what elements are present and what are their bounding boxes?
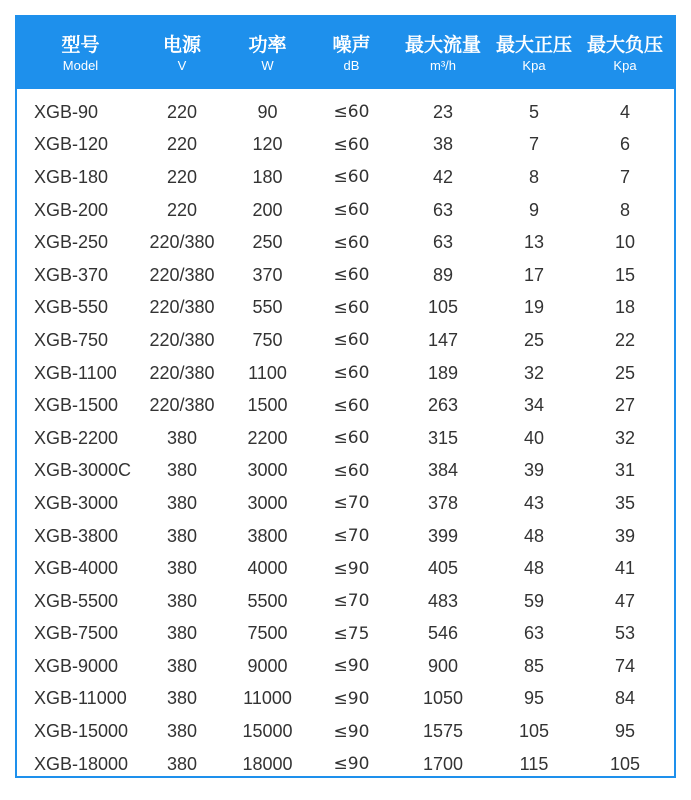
header-unit: W bbox=[261, 57, 274, 73]
header-label: 功率 bbox=[248, 33, 287, 56]
cell-model: XGB-4000 bbox=[34, 558, 119, 579]
table-row bbox=[17, 357, 674, 390]
cell-max-positive-pressure: 48 bbox=[523, 525, 545, 546]
cell-power: 250 bbox=[252, 232, 283, 253]
cell-power: 3800 bbox=[247, 525, 288, 546]
header-noise bbox=[309, 17, 394, 89]
header-model bbox=[17, 17, 138, 89]
cell-power: 370 bbox=[252, 264, 283, 285]
table-row bbox=[17, 324, 674, 357]
cell-max-positive-pressure: 19 bbox=[523, 297, 545, 318]
cell-model: XGB-250 bbox=[34, 232, 109, 253]
cell-max-negative-pressure: 41 bbox=[614, 558, 636, 579]
cell-max-negative-pressure: 25 bbox=[614, 362, 636, 383]
cell-max-positive-pressure: 59 bbox=[523, 590, 545, 611]
cell-max-flow: 42 bbox=[432, 166, 454, 187]
cell-voltage: 220/380 bbox=[149, 329, 215, 350]
table-row bbox=[17, 715, 674, 748]
table-row bbox=[17, 259, 674, 292]
cell-noise: ≤60 bbox=[333, 460, 370, 481]
cell-max-positive-pressure: 43 bbox=[523, 492, 545, 513]
cell-model: XGB-180 bbox=[34, 166, 109, 187]
cell-max-flow: 63 bbox=[432, 199, 454, 220]
cell-max-negative-pressure: 8 bbox=[619, 199, 630, 220]
cell-max-flow: 1700 bbox=[422, 753, 464, 774]
table-row bbox=[17, 161, 674, 194]
cell-power: 1500 bbox=[247, 395, 288, 416]
cell-noise: ≤60 bbox=[333, 265, 370, 286]
cell-model: XGB-2200 bbox=[34, 427, 119, 448]
cell-voltage: 220/380 bbox=[149, 395, 215, 416]
cell-max-positive-pressure: 85 bbox=[523, 655, 545, 676]
header-label: 最大正压 bbox=[495, 33, 572, 56]
cell-model: XGB-3800 bbox=[34, 525, 119, 546]
spec-table bbox=[15, 15, 676, 778]
table-row bbox=[17, 650, 674, 683]
header-label: 型号 bbox=[61, 33, 100, 56]
cell-noise: ≤60 bbox=[333, 330, 370, 351]
cell-power: 750 bbox=[252, 329, 283, 350]
cell-max-positive-pressure: 32 bbox=[523, 362, 545, 383]
header-unit: dB bbox=[343, 57, 360, 73]
cell-max-flow: 89 bbox=[432, 264, 454, 285]
cell-voltage: 220 bbox=[166, 166, 198, 187]
cell-model: XGB-5500 bbox=[34, 590, 119, 611]
cell-max-flow: 405 bbox=[427, 558, 459, 579]
cell-noise: ≤70 bbox=[333, 493, 370, 514]
cell-max-negative-pressure: 53 bbox=[614, 623, 636, 644]
cell-max-positive-pressure: 25 bbox=[523, 329, 545, 350]
header-label: 最大流量 bbox=[404, 33, 481, 56]
cell-noise: ≤60 bbox=[333, 395, 370, 416]
cell-voltage: 380 bbox=[166, 492, 198, 513]
table-row bbox=[17, 585, 674, 618]
cell-max-positive-pressure: 115 bbox=[519, 753, 549, 774]
header-power bbox=[226, 17, 309, 89]
cell-max-positive-pressure: 7 bbox=[528, 134, 539, 155]
cell-power: 3000 bbox=[247, 460, 288, 481]
header-max-flow bbox=[394, 17, 492, 89]
table-row bbox=[17, 683, 674, 716]
cell-max-flow: 900 bbox=[427, 655, 459, 676]
cell-voltage: 380 bbox=[166, 590, 198, 611]
header-unit: V bbox=[177, 57, 187, 73]
cell-noise: ≤90 bbox=[333, 558, 370, 579]
cell-max-negative-pressure: 84 bbox=[614, 688, 636, 709]
table-row bbox=[17, 618, 674, 651]
cell-max-positive-pressure: 13 bbox=[523, 232, 545, 253]
cell-max-negative-pressure: 74 bbox=[614, 655, 636, 676]
cell-noise: ≤60 bbox=[333, 200, 370, 221]
cell-model: XGB-3000C bbox=[34, 460, 132, 481]
cell-max-positive-pressure: 40 bbox=[523, 427, 545, 448]
cell-max-flow: 1050 bbox=[422, 688, 464, 709]
cell-power: 5500 bbox=[247, 590, 288, 611]
cell-model: XGB-18000 bbox=[34, 753, 129, 774]
cell-model: XGB-15000 bbox=[34, 721, 129, 742]
cell-power: 550 bbox=[252, 297, 283, 318]
cell-model: XGB-120 bbox=[34, 134, 109, 155]
table-row bbox=[17, 487, 674, 520]
cell-max-flow: 189 bbox=[427, 362, 459, 383]
cell-voltage: 380 bbox=[166, 721, 198, 742]
cell-noise: ≤70 bbox=[333, 526, 370, 547]
cell-model: XGB-3000 bbox=[34, 492, 119, 513]
cell-max-positive-pressure: 8 bbox=[528, 166, 539, 187]
cell-power: 9000 bbox=[247, 655, 288, 676]
cell-voltage: 380 bbox=[166, 753, 198, 774]
cell-noise: ≤90 bbox=[333, 754, 370, 775]
cell-voltage: 380 bbox=[166, 558, 198, 579]
header-unit: Kpa bbox=[522, 57, 546, 73]
cell-max-negative-pressure: 35 bbox=[614, 492, 636, 513]
cell-voltage: 380 bbox=[166, 623, 198, 644]
table-row bbox=[17, 455, 674, 488]
header-label: 最大负压 bbox=[586, 33, 663, 56]
cell-voltage: 220 bbox=[166, 101, 198, 122]
table-row bbox=[17, 552, 674, 585]
cell-voltage: 220/380 bbox=[149, 232, 215, 253]
table-row bbox=[17, 194, 674, 227]
cell-model: XGB-750 bbox=[34, 329, 109, 350]
cell-max-negative-pressure: 31 bbox=[614, 460, 636, 481]
cell-power: 7500 bbox=[247, 623, 288, 644]
cell-power: 15000 bbox=[242, 721, 293, 742]
cell-max-positive-pressure: 5 bbox=[528, 101, 539, 122]
cell-model: XGB-550 bbox=[34, 297, 109, 318]
cell-max-flow: 105 bbox=[427, 297, 459, 318]
table-row bbox=[17, 520, 674, 553]
cell-max-positive-pressure: 9 bbox=[528, 199, 539, 220]
cell-max-negative-pressure: 6 bbox=[619, 134, 630, 155]
cell-voltage: 220/380 bbox=[149, 297, 215, 318]
header-unit: Kpa bbox=[613, 57, 637, 73]
cell-power: 90 bbox=[257, 101, 278, 122]
table-row bbox=[17, 422, 674, 455]
cell-max-flow: 38 bbox=[432, 134, 454, 155]
cell-noise: ≤60 bbox=[333, 297, 370, 318]
cell-noise: ≤60 bbox=[333, 428, 370, 449]
cell-power: 11000 bbox=[243, 688, 292, 709]
cell-noise: ≤60 bbox=[333, 134, 370, 155]
table-row bbox=[17, 129, 674, 162]
cell-max-negative-pressure: 10 bbox=[614, 232, 636, 253]
cell-max-positive-pressure: 105 bbox=[518, 721, 550, 742]
cell-power: 1100 bbox=[248, 362, 287, 383]
table-row bbox=[17, 389, 674, 422]
cell-max-flow: 23 bbox=[432, 101, 454, 122]
cell-noise: ≤60 bbox=[333, 167, 370, 188]
cell-model: XGB-370 bbox=[34, 264, 109, 285]
cell-noise: ≤70 bbox=[333, 591, 370, 612]
cell-noise: ≤90 bbox=[333, 656, 370, 677]
cell-power: 2200 bbox=[247, 427, 288, 448]
header-label: 电源 bbox=[162, 33, 201, 56]
cell-max-flow: 546 bbox=[427, 623, 459, 644]
cell-power: 200 bbox=[252, 199, 283, 220]
table-row bbox=[17, 226, 674, 259]
cell-max-negative-pressure: 4 bbox=[619, 101, 630, 122]
cell-max-negative-pressure: 22 bbox=[614, 329, 636, 350]
cell-max-positive-pressure: 63 bbox=[523, 623, 545, 644]
cell-max-flow: 315 bbox=[427, 427, 459, 448]
cell-power: 3000 bbox=[247, 492, 288, 513]
header-voltage bbox=[138, 17, 226, 89]
cell-max-flow: 378 bbox=[427, 492, 459, 513]
cell-voltage: 220 bbox=[166, 199, 198, 220]
cell-model: XGB-1500 bbox=[34, 395, 119, 416]
cell-voltage: 380 bbox=[166, 427, 198, 448]
cell-max-negative-pressure: 95 bbox=[614, 721, 636, 742]
cell-voltage: 220/380 bbox=[149, 362, 215, 383]
cell-max-flow: 384 bbox=[427, 460, 459, 481]
cell-model: XGB-90 bbox=[34, 101, 99, 122]
cell-max-positive-pressure: 17 bbox=[523, 264, 545, 285]
cell-noise: ≤90 bbox=[333, 721, 370, 742]
cell-max-positive-pressure: 34 bbox=[523, 395, 545, 416]
cell-noise: ≤75 bbox=[333, 623, 370, 644]
cell-max-flow: 399 bbox=[427, 525, 459, 546]
cell-max-flow: 147 bbox=[427, 329, 459, 350]
table-header bbox=[17, 17, 674, 89]
cell-max-negative-pressure: 15 bbox=[614, 264, 636, 285]
cell-max-negative-pressure: 7 bbox=[619, 166, 630, 187]
cell-max-flow: 263 bbox=[427, 395, 459, 416]
cell-max-flow: 1575 bbox=[422, 721, 464, 742]
cell-noise: ≤60 bbox=[333, 363, 370, 384]
table-row bbox=[17, 748, 674, 778]
header-label: 噪声 bbox=[332, 33, 371, 56]
header-unit: m³/h bbox=[430, 57, 456, 73]
cell-power: 120 bbox=[252, 134, 283, 155]
header-unit: Model bbox=[62, 57, 99, 73]
header-max-negative-pressure bbox=[576, 17, 674, 89]
table-row bbox=[17, 292, 674, 325]
cell-noise: ≤60 bbox=[333, 102, 370, 123]
cell-voltage: 220 bbox=[166, 134, 198, 155]
cell-max-negative-pressure: 32 bbox=[614, 427, 636, 448]
cell-max-positive-pressure: 48 bbox=[523, 558, 545, 579]
cell-voltage: 220/380 bbox=[149, 264, 215, 285]
cell-voltage: 380 bbox=[166, 460, 198, 481]
cell-power: 4000 bbox=[247, 558, 288, 579]
cell-power: 180 bbox=[252, 166, 283, 187]
cell-model: XGB-7500 bbox=[34, 623, 119, 644]
cell-noise: ≤90 bbox=[333, 688, 370, 709]
cell-power: 18000 bbox=[242, 753, 293, 774]
cell-max-negative-pressure: 105 bbox=[609, 753, 641, 774]
cell-max-positive-pressure: 39 bbox=[523, 460, 545, 481]
cell-max-negative-pressure: 27 bbox=[614, 395, 636, 416]
cell-model: XGB-1100 bbox=[34, 362, 117, 383]
cell-noise: ≤60 bbox=[333, 232, 370, 253]
cell-max-positive-pressure: 95 bbox=[523, 688, 545, 709]
cell-max-flow: 483 bbox=[427, 590, 459, 611]
cell-max-negative-pressure: 18 bbox=[614, 297, 636, 318]
cell-voltage: 380 bbox=[166, 525, 198, 546]
cell-voltage: 380 bbox=[166, 688, 198, 709]
header-max-positive-pressure bbox=[492, 17, 576, 89]
cell-voltage: 380 bbox=[166, 655, 198, 676]
cell-model: XGB-11000 bbox=[34, 688, 127, 709]
cell-max-negative-pressure: 39 bbox=[614, 525, 636, 546]
table-row bbox=[17, 96, 674, 129]
table-body bbox=[17, 89, 674, 778]
cell-model: XGB-9000 bbox=[34, 655, 119, 676]
cell-max-negative-pressure: 47 bbox=[614, 590, 636, 611]
cell-max-flow: 63 bbox=[432, 232, 454, 253]
cell-model: XGB-200 bbox=[34, 199, 109, 220]
